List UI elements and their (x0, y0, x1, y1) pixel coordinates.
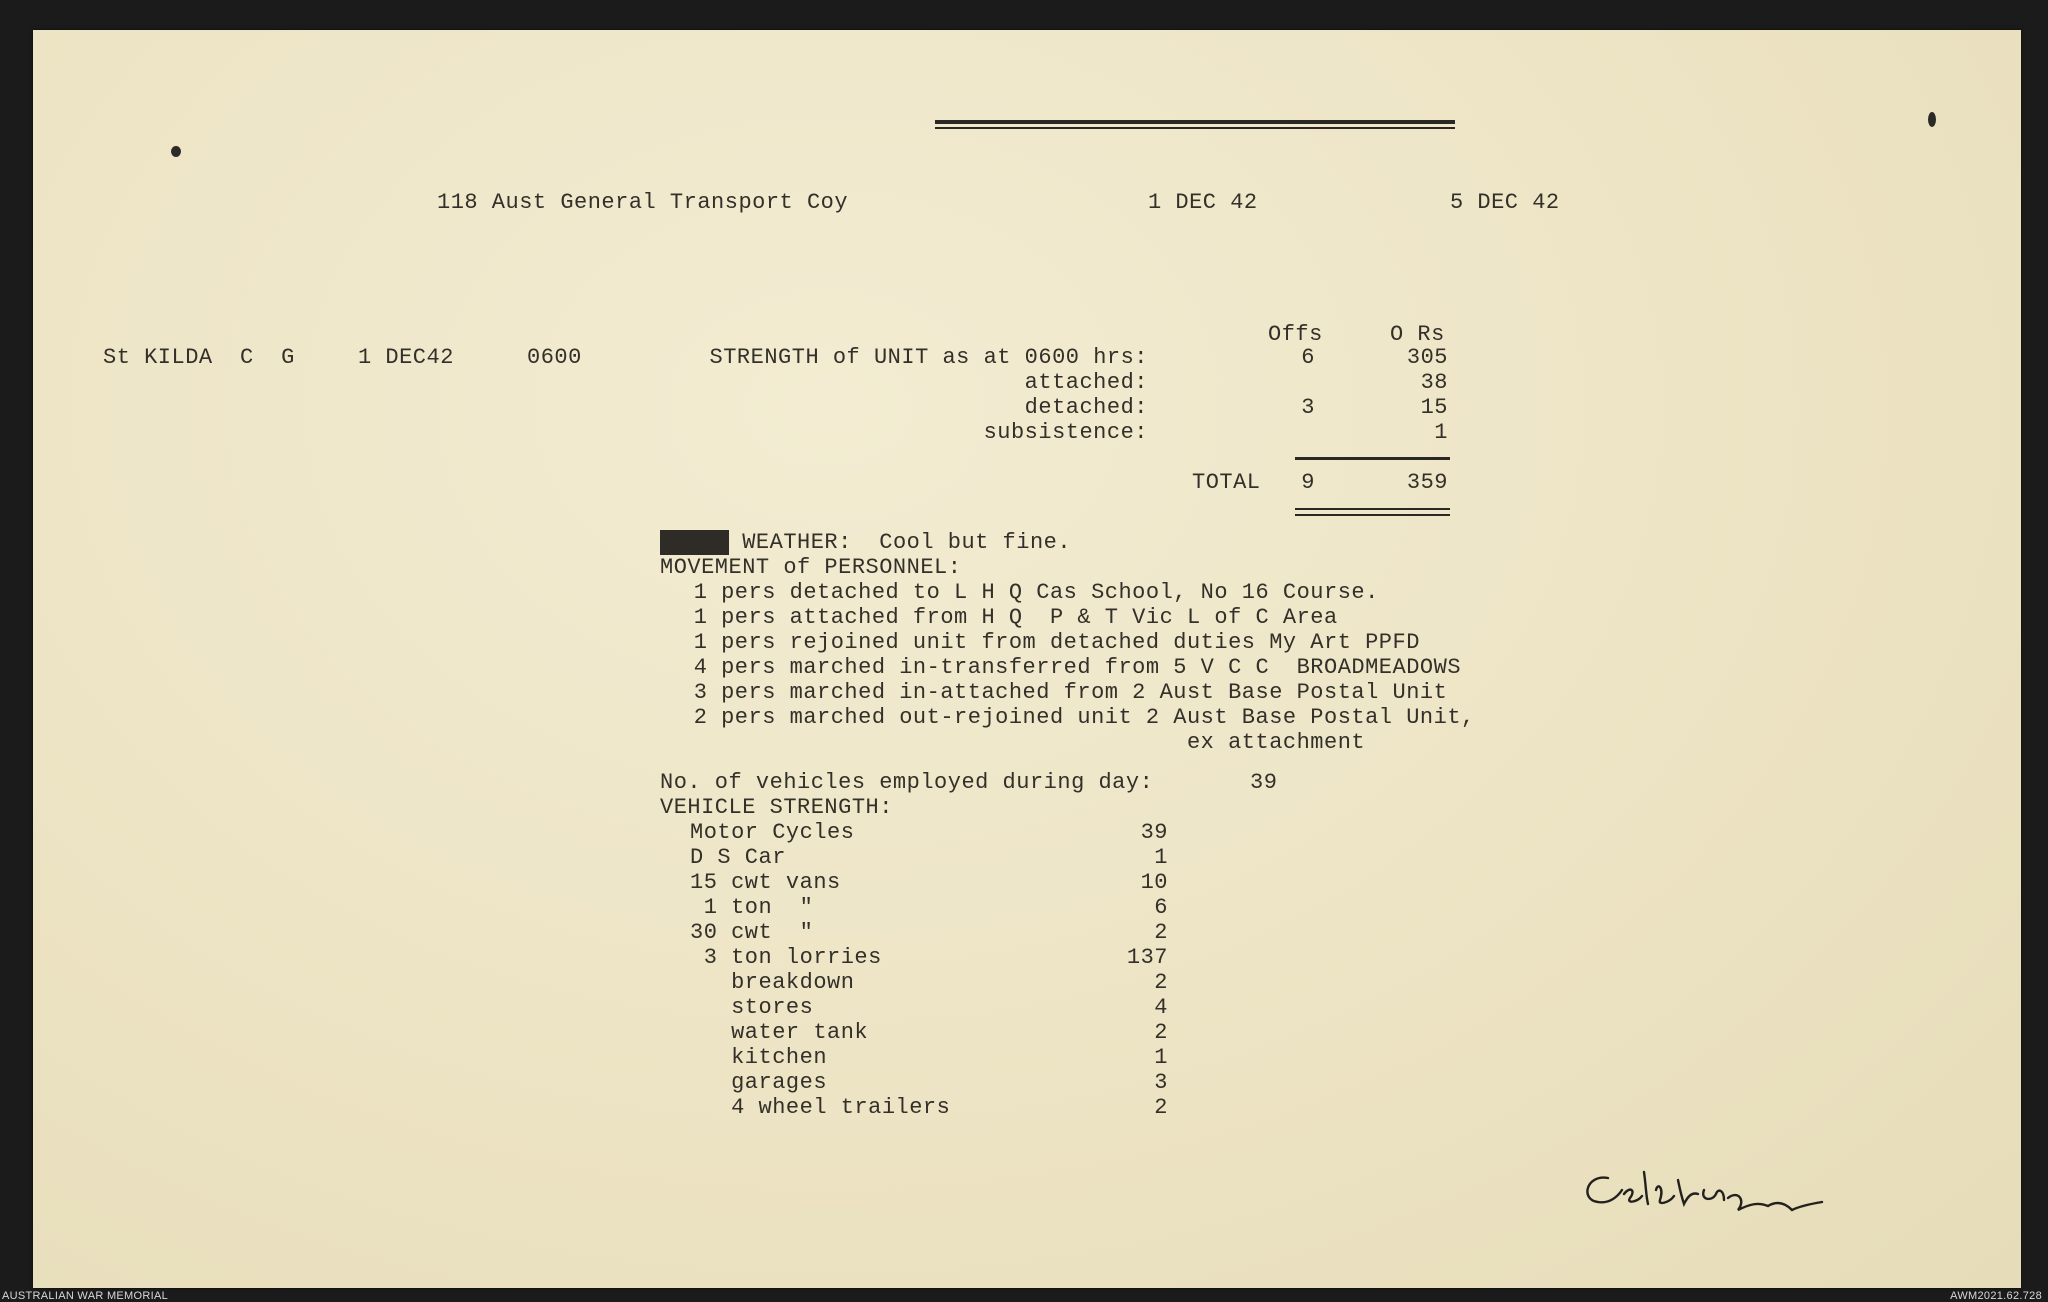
vehicles-employed-label: No. of vehicles employed during day: (660, 770, 1154, 795)
movement-line: 2 pers marched out-rejoined unit 2 Aust Base Postal Unit, (680, 705, 1475, 730)
vehicle-label: breakdown (690, 970, 855, 995)
movement-line: 4 pers marched in-transferred from 5 V C C BROADMEADOWS (680, 655, 1462, 680)
movement-line: 1 pers attached from H Q P & T Vic L of C Area (680, 605, 1338, 630)
strength-row-offs: 3 (1301, 395, 1315, 420)
strength-row-label: STRENGTH of UNIT as at 0600 hrs: (709, 345, 1148, 370)
vehicle-label: kitchen (690, 1045, 828, 1070)
vehicle-label: 15 cwt vans (690, 870, 841, 895)
vehicle-strength-heading: VEHICLE STRENGTH: (660, 795, 893, 820)
punch-hole-right (1928, 112, 1936, 127)
punch-hole-left (171, 146, 181, 157)
vehicle-label: 3 ton lorries (690, 945, 882, 970)
vehicle-count: 1 (1154, 1045, 1168, 1070)
vehicle-label: garages (690, 1070, 828, 1095)
vehicle-count: 2 (1154, 970, 1168, 995)
total-offs: 9 (1301, 470, 1315, 495)
top-rule (935, 120, 1455, 124)
vehicle-count: 10 (1140, 870, 1168, 895)
strength-row-label: subsistence: (983, 420, 1148, 445)
weather-line (660, 530, 1071, 556)
movement-line: ex attachment (680, 730, 1366, 755)
total-rule (1295, 457, 1450, 460)
vehicle-label: 4 wheel trailers (690, 1095, 951, 1120)
total-double-rule-lower (1295, 514, 1450, 516)
strength-row-label: attached: (1024, 370, 1148, 395)
total-double-rule (1295, 508, 1450, 510)
vehicle-label: D S Car (690, 845, 786, 870)
strength-row-ors: 305 (1406, 345, 1448, 370)
vehicle-label: stores (690, 995, 814, 1020)
vehicle-count: 4 (1154, 995, 1168, 1020)
strength-row-label: detached: (1024, 395, 1148, 420)
vehicle-label: water tank (690, 1020, 869, 1045)
top-rule-lower (935, 127, 1455, 129)
weather-text: WEATHER: Cool but fine. (728, 530, 1072, 555)
vehicle-count: 3 (1154, 1070, 1168, 1095)
date-to: 5 DEC 42 (1450, 190, 1560, 215)
total-label: TOTAL (1192, 470, 1261, 495)
struck-text: XXXXX (660, 530, 729, 555)
signature (1578, 1160, 1838, 1230)
vehicle-count: 2 (1154, 1095, 1168, 1120)
vehicles-employed-value: 39 (1250, 770, 1278, 795)
entry-time: 0600 (527, 345, 582, 370)
entry-place: St KILDA C G (103, 345, 295, 370)
vehicle-count: 1 (1154, 845, 1168, 870)
strength-row-ors: 1 (1434, 420, 1448, 445)
vehicle-count: 2 (1154, 1020, 1168, 1045)
unit-name: 118 Aust General Transport Coy (437, 190, 849, 215)
strength-row-ors: 38 (1420, 370, 1448, 395)
col-offs-header: Offs (1268, 322, 1323, 347)
col-ors-header: O Rs (1390, 322, 1445, 347)
vehicle-count: 2 (1154, 920, 1168, 945)
vehicle-count: 137 (1126, 945, 1168, 970)
total-ors: 359 (1406, 470, 1448, 495)
strength-row-ors: 15 (1420, 395, 1448, 420)
entry-date: 1 DEC42 (358, 345, 454, 370)
footer-left: AUSTRALIAN WAR MEMORIAL (2, 1290, 169, 1302)
vehicle-label: 1 ton " (690, 895, 814, 920)
movement-line: 1 pers detached to L H Q Cas School, No 16 Course. (680, 580, 1379, 605)
vehicle-label: Motor Cycles (690, 820, 855, 845)
vehicle-count: 6 (1154, 895, 1168, 920)
date-from: 1 DEC 42 (1148, 190, 1258, 215)
footer-right: AWM2021.62.728 (1950, 1290, 2042, 1302)
vehicle-count: 39 (1140, 820, 1168, 845)
movement-heading: MOVEMENT of PERSONNEL: (660, 555, 962, 580)
movement-line: 1 pers rejoined unit from detached duties My Art PPFD (680, 630, 1420, 655)
strength-row-offs: 6 (1301, 345, 1315, 370)
movement-line: 3 pers marched in-attached from 2 Aust Base Postal Unit (680, 680, 1448, 705)
vehicle-label: 30 cwt " (690, 920, 814, 945)
